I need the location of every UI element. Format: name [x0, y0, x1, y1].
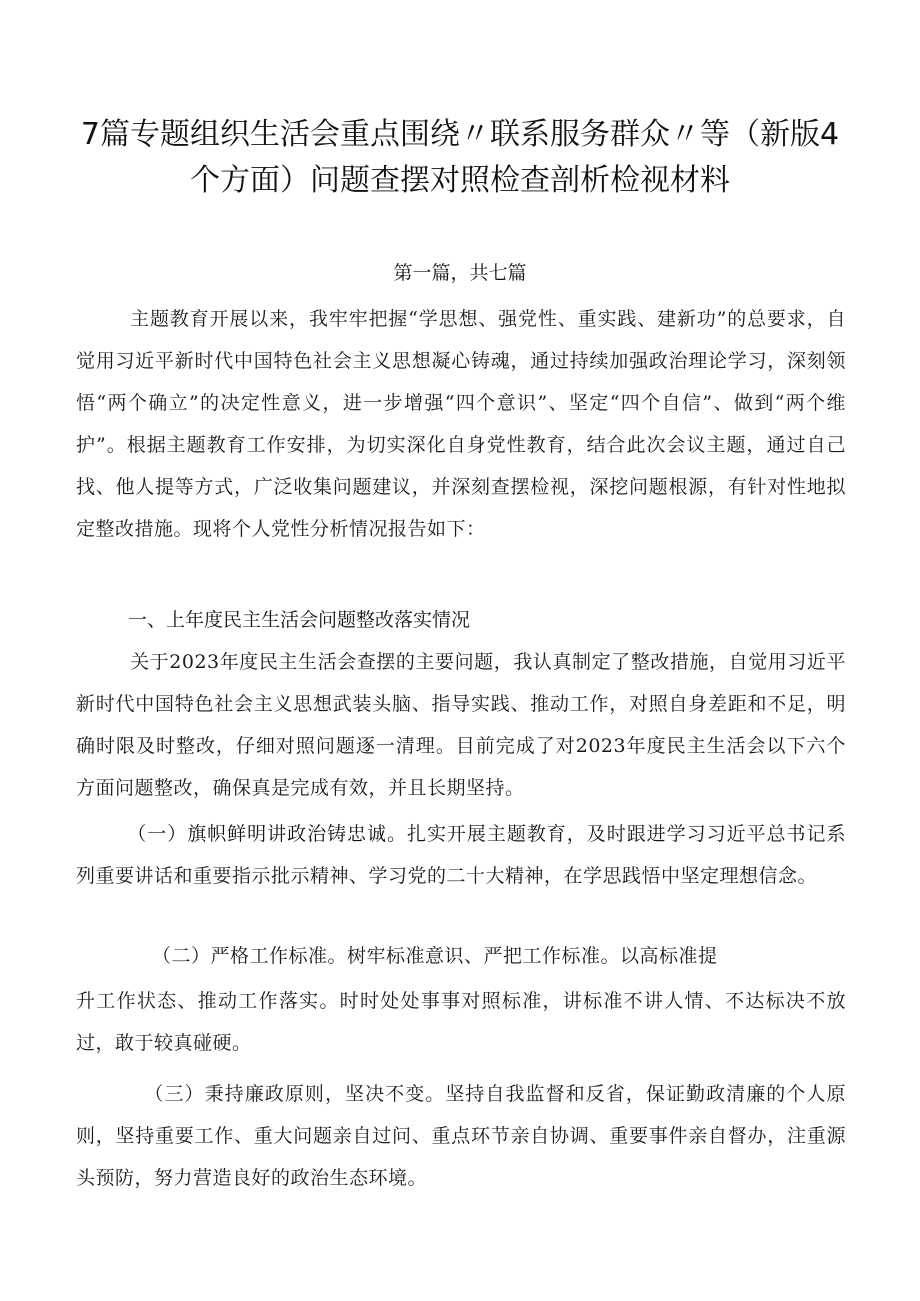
item-1-text: 扎实开展主题教育，及时跟进学习习近平总书记系列重要讲话和重要指示批示精神、学习党的二十大精神，在学思践悟中坚定理想信念。 — [76, 823, 846, 887]
item-1-paragraph — [76, 813, 846, 897]
intro-paragraph: 主题教育开展以来，我牢牢把握“学思想、强党性、重实践、建新功”的总要求，自觉用习近平新时代中国特色社会主义思想凝心铸魂，通过持续加强政治理论学习，深刻领悟“两个确立”的决定性意义，进一步增强“四个意识”、坚定“四个自信”、做到“两个维护”。根据主题教育工作安排，为切实深化自身党性教育，结合此次会议主题，通过自己找、他人提等方式，广泛收集问题建议，并深刻查摆检视，深挖问题根源，有针对性地拟定整改措施。现将个人党性分析情况报告如下： — [76, 308, 846, 540]
document-subtitle: 第一篇，共七篇 — [393, 262, 527, 284]
item-3-paragraph: （三）秉持廉政原则，坚决不变。坚持自我监督和反省，保证勤政清廉的个人原则，坚持重要工作、重大问题亲自过问、重点环节亲自协调、重要事件亲自督办，注重源头预防，努力营造良好的政治生态环境。 — [76, 1083, 846, 1189]
section-1-paragraph: 关于2023年度民主生活会查摆的主要问题，我认真制定了整改措施，自觉用习近平新时代中国特色社会主义思想武装头脑、指导实践、推动工作，对照自身差距和不足，明确时限及时整改，仔细对照问题逐一清理。目前完成了对2023年度民主生活会以下六个方面问题整改，确保真是完成有效，并且长期坚持。 — [76, 651, 846, 799]
item-2-paragraph: 升工作状态、推动工作落实。时时处处事事对照标准，讲标准不讲人情、不达标决不放过，敢于较真碰硬。 — [76, 990, 846, 1054]
item-2-line-1: （二）严格工作标准。树牢标准意识、严把工作标准。以高标准提 — [152, 945, 718, 967]
document-title: 7篇专题组织生活会重点围绕〃联系服务群众〃等（新版4个方面）问题查摆对照检查剖析检视材料 — [80, 117, 840, 198]
item-1-lead: （一）旗帜鲜明讲政治铸忠诚。 — [127, 823, 407, 845]
section-1-heading: 一、上年度民主生活会问题整改落实情况 — [128, 609, 471, 631]
